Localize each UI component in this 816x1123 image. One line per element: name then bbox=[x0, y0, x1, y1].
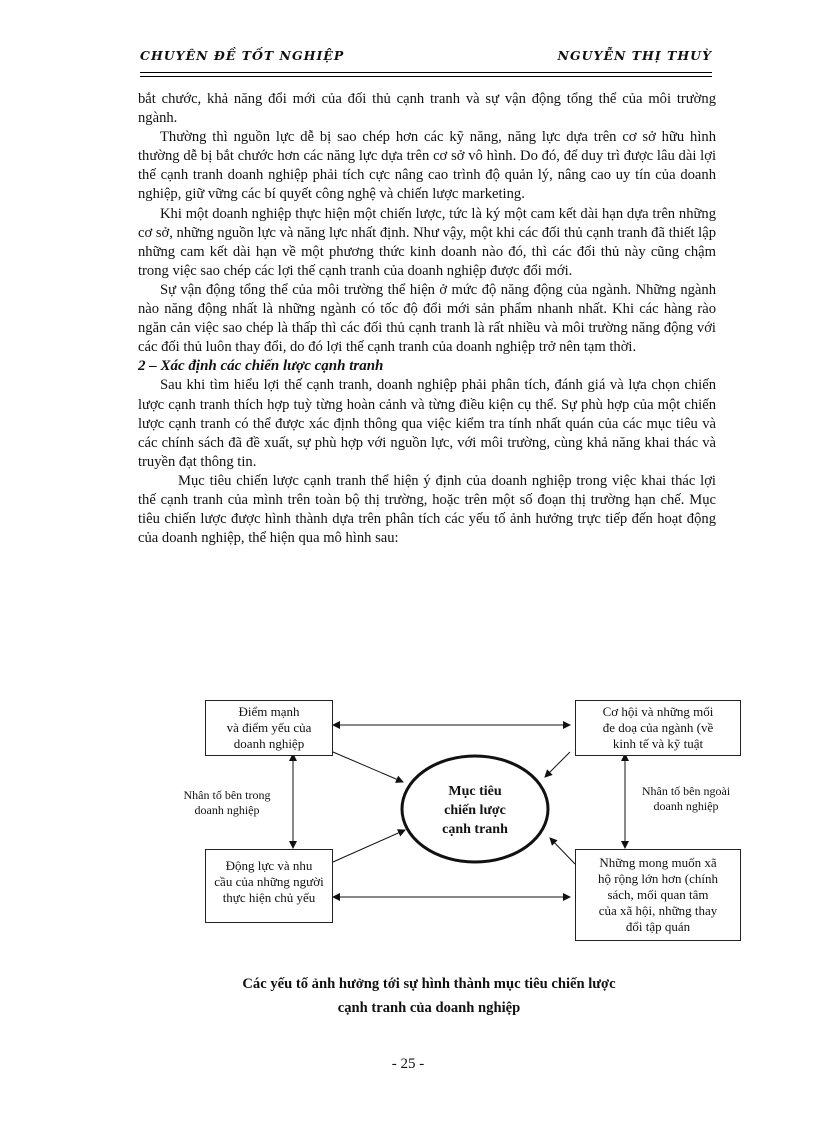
center-objective-text: Mục tiêu chiến lược cạnh tranh bbox=[442, 784, 508, 837]
header-left-title: CHUYÊN ĐỀ TỐT NGHIỆP bbox=[140, 48, 345, 63]
paragraph: Mục tiêu chiến lược cạnh tranh thể hiện ý định của doanh nghiệp trong việc khai thác lợi thế cạnh tranh của mình trên toàn bộ thị trường, hoặc trên một số đoạn thị trường hạn chế. Mục tiêu chiến lược được hình thành dựa trên phân tích các yếu tố ảnh hưởng trực tiếp đến hoạt động của doanh nghiệp, thể hiện qua mô hình sau: bbox=[138, 472, 716, 547]
caption-line-1: Các yếu tố ảnh hưởng tới sự hình thành mục tiêu chiến lược bbox=[242, 976, 616, 992]
box-motivations-needs-text: Động lực và nhu cầu của những người thực hiện chủ yếu bbox=[214, 858, 324, 905]
caption-line-2: cạnh tranh của doanh nghiệp bbox=[337, 1000, 521, 1016]
paragraph: Khi một doanh nghiệp thực hiện một chiến lược, tức là ký một cam kết dài hạn dựa trên những cơ sở, những nguồn lực và năng lực nhất định. Như vậy, một khi các đối thủ cạnh tranh đã thiết lập những cam kết dài hạn về một phương thức kinh doanh nào đó, thì các đối thủ này cũng chậm trong việc sao chép các lợi thế cạnh tranh của doanh nghiệp được đổi mới. bbox=[138, 205, 716, 279]
arrow-diag-br bbox=[550, 838, 575, 864]
header-right-author: NGUYỄN THỊ THUỲ bbox=[557, 48, 712, 63]
figure-caption bbox=[140, 972, 718, 1020]
paragraph: bắt chước, khả năng đổi mới của đối thủ cạnh tranh và sự vận động tổng thể của môi trường ngành. bbox=[138, 91, 716, 127]
box-opportunities-threats-text: Cơ hội và những mối đe doạ của ngành (về kinh tế và kỹ tuật bbox=[602, 704, 714, 751]
page-number: - 25 - bbox=[391, 1056, 425, 1072]
header-rule bbox=[140, 76, 712, 77]
label-internal-factors-text: Nhân tố bên trong doanh nghiệp bbox=[183, 788, 271, 817]
page-header bbox=[140, 44, 712, 73]
box-social-expectations-text: Những mong muốn xã hộ rộng lớn hơn (chính sách, mối quan tâm của xã hội, những thay đổi tập quán bbox=[598, 855, 718, 934]
box-strengths-weaknesses bbox=[205, 700, 333, 756]
paragraph: Thường thì nguồn lực dễ bị sao chép hơn các kỹ năng, năng lực dựa trên cơ sở hữu hình thường dễ bị bắt chước hơn các năng lực dựa trên cơ sở vô hình. Do đó, để duy trì được lâu dài lợi thế cạnh tranh doanh nghiệp phải tích cực nâng cao trình độ quản lý, nâng cao uy tín của doanh nghiệp, giữ vững các bí quyết công nghệ và chiến lược marketing. bbox=[138, 129, 716, 203]
label-external-factors bbox=[627, 784, 745, 814]
box-opportunities-threats bbox=[575, 700, 741, 756]
arrow-diag-bl bbox=[333, 830, 405, 862]
label-external-factors-text: Nhân tố bên ngoài doanh nghiệp bbox=[641, 784, 731, 813]
section-heading: 2 – Xác định các chiến lược cạnh tranh bbox=[138, 358, 384, 375]
box-motivations-needs bbox=[205, 849, 333, 923]
arrow-diag-tr bbox=[545, 752, 570, 777]
center-objective bbox=[402, 782, 548, 839]
arrow-diag-tl bbox=[333, 752, 403, 782]
label-internal-factors bbox=[167, 788, 287, 818]
paragraph: Sự vận động tổng thể của môi trường thể hiện ở mức độ năng động của ngành. Những ngành nào năng động nhất là những ngành có tốc độ đổi mới sản phẩm nhanh nhất. Khi các hàng rào ngăn cản việc sao chép là thấp thì các đối thủ cạnh tranh là rất nhiều và môi trường năng động với các đối thủ luôn thay đổi, do đó lợi thế cạnh tranh của doanh nghiệp trở nên tạm thời. bbox=[138, 281, 716, 356]
paragraph: Sau khi tìm hiểu lợi thế cạnh tranh, doanh nghiệp phải phân tích, đánh giá và lựa chọn chiến lược cạnh tranh thích hợp tuỳ từng hoàn cảnh và từng điều kiện cụ thể. Sự phù hợp của một chiến lược cạnh tranh có thể được xác định thông qua việc kiểm tra tính nhất quán của các mục tiêu và các chính sách đã đề xuất, sự phù hợp với nguồn lực, với môi trường, cùng khả năng khai thác và truyền đạt thông tin. bbox=[138, 377, 716, 470]
box-social-expectations bbox=[575, 849, 741, 941]
box-strengths-weaknesses-text: Điểm mạnh và điểm yếu của doanh nghiệp bbox=[226, 704, 312, 751]
influence-diagram bbox=[165, 692, 745, 944]
body-text bbox=[138, 90, 716, 548]
